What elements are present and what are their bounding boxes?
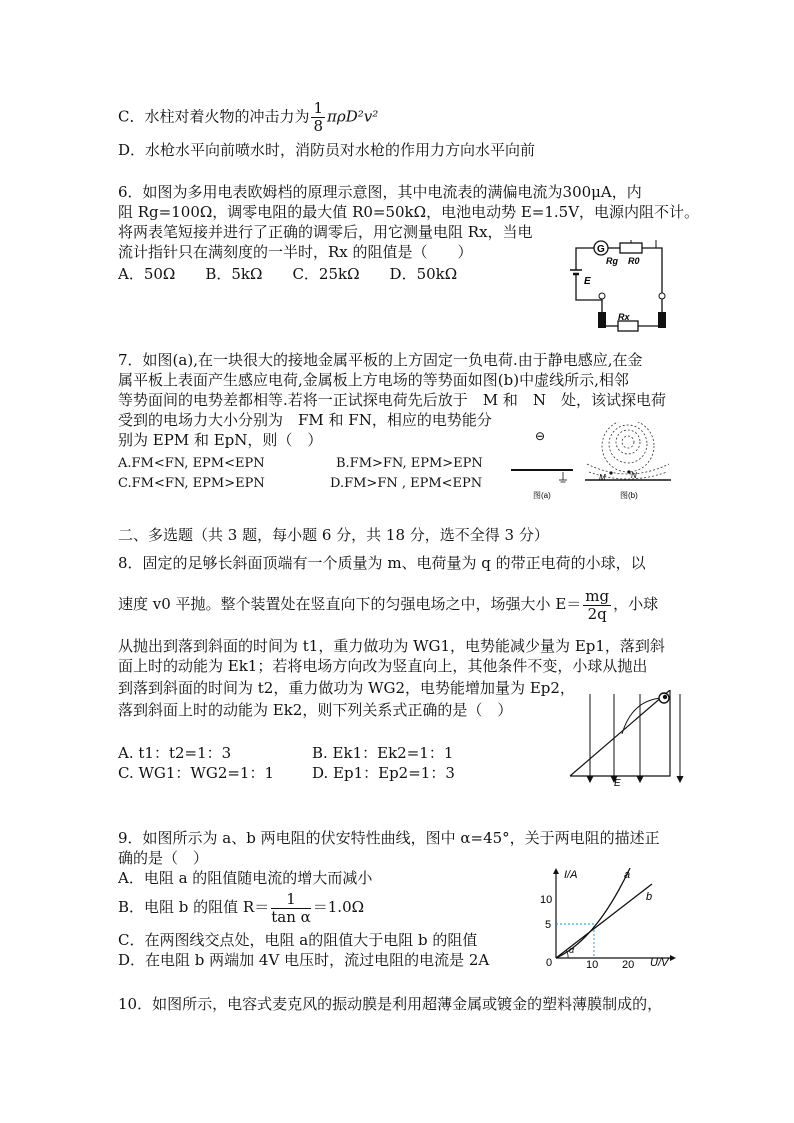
q8-line-3: 从抛出到落到斜面的时间为 t1，重力做功为 WG1，电势能减少量为 Ep1，落到斜 [118, 637, 665, 655]
q8-line-5: 到落到斜面的时间为 t2，重力做功为 WG2，电势能增加量为 Ep2， [118, 679, 575, 697]
q10-line-1: 10．如图所示，电容式麦克风的振动膜是利用超薄金属或镀金的塑料薄膜制成的， [118, 995, 663, 1013]
iv-characteristic-graph [536, 866, 686, 970]
rx-label: Rx [618, 312, 630, 322]
q8-line-2: 速度 v0 平抛。整个装置处在竖直向下的匀强电场之中，场强大小 E＝ $\frac{mg}{2q}$ ，小球 [118, 586, 659, 623]
q7-line-2: 属平板上表面产生感应电荷,金属板上方电场的等势面如图(b)中虚线所示,相邻 [118, 371, 629, 389]
q7-line-1: 7．如图(a),在一块很大的接地金属平板的上方固定一负电荷.由于静电感应,在金 [118, 351, 643, 369]
negative-charge-icon: ⊖ [535, 429, 546, 443]
q9-line-2: 确的是（ ） [118, 849, 209, 867]
x-tick-10: 10 [586, 959, 599, 970]
q6-line-2: 阻 Rg=100Ω，调零电阻的最大值 R0=50kΩ，电池电动势 E=1.5V，电源内阻不计。 [118, 203, 700, 221]
q9-option-c: C．在两图线交点处，电阻 a的阻值大于电阻 b 的阻值 [118, 931, 478, 949]
q7-line-5: 别为 EPM 和 EpN，则（ ） [118, 431, 323, 449]
galvanometer-label: G [597, 244, 605, 255]
section-heading-multiple-choice: 二、多选题（共 3 题，每小题 6 分，共 18 分，选不全得 3 分） [118, 526, 549, 544]
curve-a-label: a [624, 869, 631, 881]
emf-label: E [584, 276, 591, 287]
curve-a [556, 868, 630, 958]
electric-field-lines [587, 694, 683, 782]
trajectory-curve [622, 698, 662, 734]
q8-option-a: A. t1：t2=1：3 [118, 744, 232, 762]
x-tick-20: 20 [622, 959, 635, 970]
q5-option-c: C．水柱对着火物的冲击力为 $\frac{1}{8}$ πρD²v² [118, 99, 379, 135]
equipotential-lines [587, 422, 669, 479]
figure-a-label: 图(a) [533, 491, 551, 500]
point-n-label: N [631, 471, 637, 480]
q7-option-d: D.FM>FN , EPM<EPN [330, 476, 483, 491]
q7-option-c: C.FM<FN, EPM>EPN [118, 476, 265, 491]
q8-line-1: 8．固定的足够长斜面顶端有一个质量为 m、电荷量为 q 的带正电荷的小球，以 [118, 554, 646, 572]
q7-line-3: 等势面间的电势差都相等.若将一正试探电荷先后放于 M 和 N 处，该试探电荷 [118, 391, 667, 409]
r0-label: R0 [628, 256, 640, 266]
field-e-label: E [614, 778, 621, 786]
q8-line-4: 面上时的动能为 Ek1；若将电场方向改为竖直向上，其他条件不变，小球从抛出 [118, 657, 648, 675]
q7-option-b: B.FM>FN, EPM>EPN [336, 456, 483, 471]
incline-field-diagram [566, 690, 686, 786]
q6-line-1: 6．如图为多用电表欧姆档的原理示意图，其中电流表的满偏电流为300μA，内 [118, 183, 642, 201]
q9-option-d: D．在电阻 b 两端加 4V 电压时，流过电阻的电流是 2A [118, 951, 490, 969]
potential-surface-diagram [505, 422, 675, 502]
q8-option-b: B. Ek1：Ek2=1：1 [312, 744, 454, 762]
r0-resistor [620, 243, 642, 253]
q9-option-b: B．电阻 b 的阻值 R＝ $\frac{1}{\text{tan α}}$ ＝1.0Ω [118, 889, 365, 926]
x-axis-label: U/V [650, 957, 669, 969]
q9-line-1: 9．如图所示为 a、b 两电阻的伏安特性曲线，图中 α=45°，关于两电阻的描述正 [118, 829, 660, 847]
q8-option-c: C. WG1：WG2=1：1 [118, 764, 275, 782]
angle-alpha-label: α [569, 945, 575, 955]
q7-option-a: A.FM<FN, EPM<EPN [118, 456, 265, 471]
point-m-label: M [599, 473, 606, 482]
q6-line-4: 流计指针只在满刻度的一半时，Rx 的阻值是（ ） [118, 243, 473, 261]
y-tick-10: 10 [540, 894, 553, 906]
y-axis-label: I/A [564, 869, 578, 881]
q6-options: A．50Ω B．5kΩ C．25kΩ D．50kΩ [118, 265, 458, 283]
q8-line-6: 落到斜面上时的动能为 Ek2，则下列关系式正确的是（ ） [118, 701, 513, 719]
curve-b-label: b [646, 891, 653, 903]
q5-option-d: D．水枪水平向前喷水时，消防员对水枪的作用力方向水平向前 [118, 141, 536, 159]
q7-line-4: 受到的电场力大小分别为 FM 和 FN，相应的电势能分 [118, 411, 492, 429]
ohmmeter-circuit-diagram [566, 240, 676, 332]
rx-resistor [618, 321, 638, 331]
figure-b-label: 图(b) [620, 491, 638, 500]
rg-label: Rg [606, 256, 618, 266]
incline-surface [570, 690, 670, 776]
origin-label: 0 [546, 957, 553, 969]
q9-option-a: A．电阻 a 的阻值随电流的增大而减小 [118, 869, 373, 887]
q8-option-d: D. Ep1：Ep2=1：3 [312, 764, 455, 782]
q6-line-3: 将两表笔短接并进行了正确的调零后，用它测量电阻 Rx，当电 [118, 223, 533, 241]
y-tick-5: 5 [545, 919, 552, 931]
